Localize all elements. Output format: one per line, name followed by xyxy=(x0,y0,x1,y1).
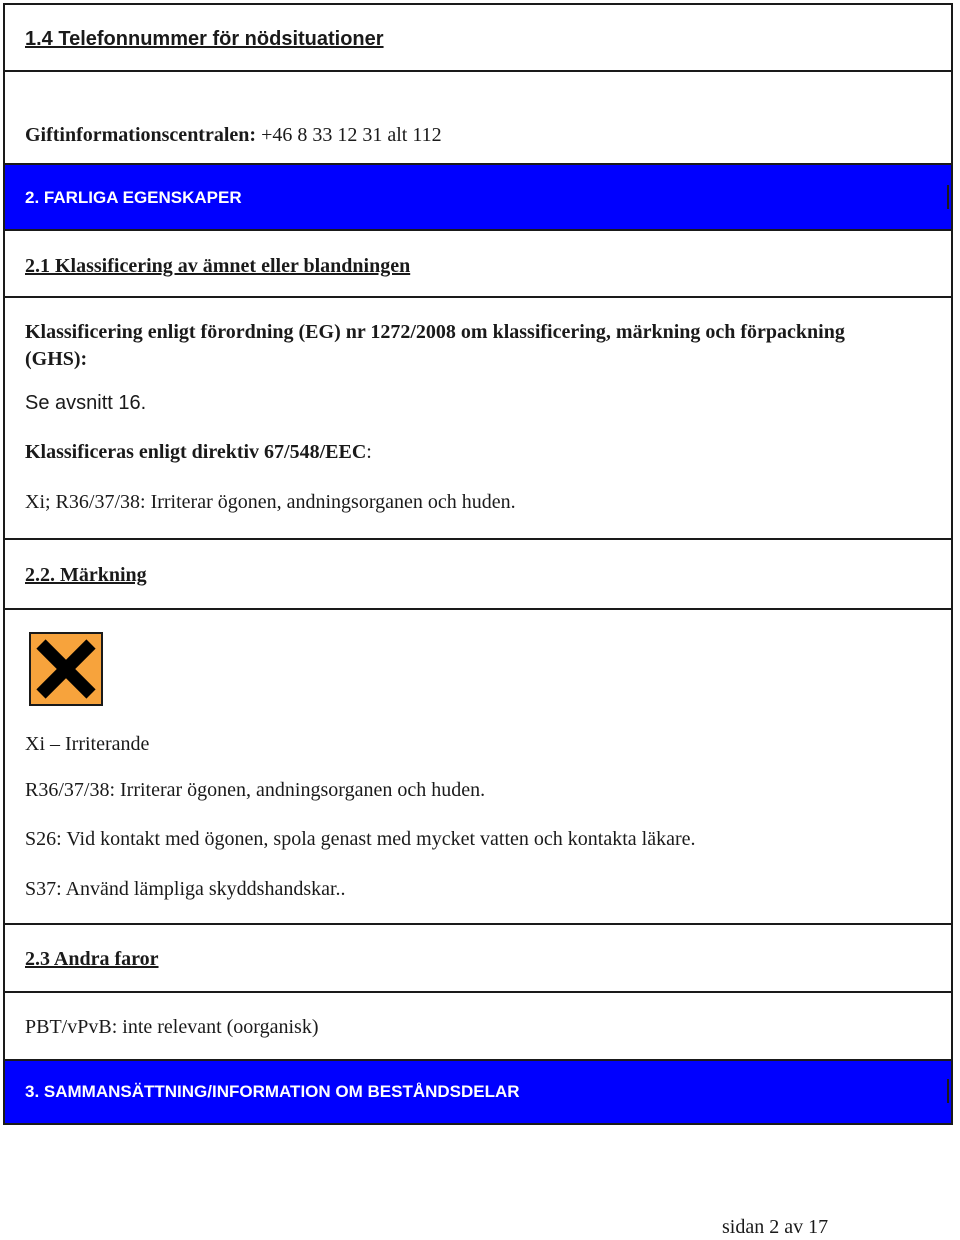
directive-classification xyxy=(25,439,372,465)
directive-classification-colon: : xyxy=(366,441,372,463)
emergency-phone-number: +46 8 33 12 31 alt 112 xyxy=(261,124,442,146)
s37-phrase: S37: Använd lämpliga skyddshandskar.. xyxy=(25,878,346,900)
directive-classification-label: Klassificeras enligt direktiv 67/548/EEC xyxy=(25,441,367,463)
header-edge-mark xyxy=(947,185,949,209)
pbt-assessment: PBT/vPvB: inte relevant (oorganisk) xyxy=(25,1016,319,1038)
hazard-x-irritant-icon xyxy=(29,632,103,706)
header-edge-mark xyxy=(947,1079,949,1103)
page-number: sidan 2 av 17 xyxy=(722,1216,829,1238)
section-2-header-title: 2. FARLIGA EGENSKAPER xyxy=(25,188,242,207)
safety-data-sheet-page xyxy=(3,3,953,1125)
section-2-3-title: 2.3 Andra faror xyxy=(25,948,159,970)
section-2-1-body-row xyxy=(5,298,951,540)
section-3-header xyxy=(5,1061,951,1123)
emergency-phone-text xyxy=(25,122,442,148)
section-3-header-title: 3. SAMMANSÄTTNING/INFORMATION OM BESTÅNDSDELAR xyxy=(25,1082,520,1101)
r-phrase: R36/37/38: Irriterar ögonen, andningsorganen och huden. xyxy=(25,779,486,801)
section-2-2-body-row xyxy=(5,610,951,925)
s26-phrase: S26: Vid kontakt med ögonen, spola genast med mycket vatten och kontakta läkare. xyxy=(25,828,696,850)
section-1-4-body-row xyxy=(5,72,951,165)
clp-classification-line-2: (GHS): xyxy=(25,348,88,370)
see-section-16: Se avsnitt 16. xyxy=(25,392,147,414)
emergency-phone-label: Giftinformationscentralen: xyxy=(25,124,257,146)
section-1-4-title: 1.4 Telefonnummer för nödsituationer xyxy=(25,28,384,50)
section-2-header xyxy=(5,165,951,231)
section-1-4-title-row xyxy=(5,5,951,72)
section-2-1-title-row xyxy=(5,231,951,298)
clp-classification-line-1: Klassificering enligt förordning (EG) nr 1272/2008 om klassificering, märkning och förpackning xyxy=(25,321,845,343)
xi-classification: Xi; R36/37/38: Irriterar ögonen, andningsorganen och huden. xyxy=(25,491,516,513)
section-2-3-body-row xyxy=(5,993,951,1061)
section-2-2-title-row xyxy=(5,540,951,610)
section-2-1-title: 2.1 Klassificering av ämnet eller blandningen xyxy=(25,255,411,277)
section-2-2-title: 2.2. Märkning xyxy=(25,564,147,586)
symbol-label: Xi – Irriterande xyxy=(25,733,150,755)
section-2-3-title-row xyxy=(5,925,951,993)
